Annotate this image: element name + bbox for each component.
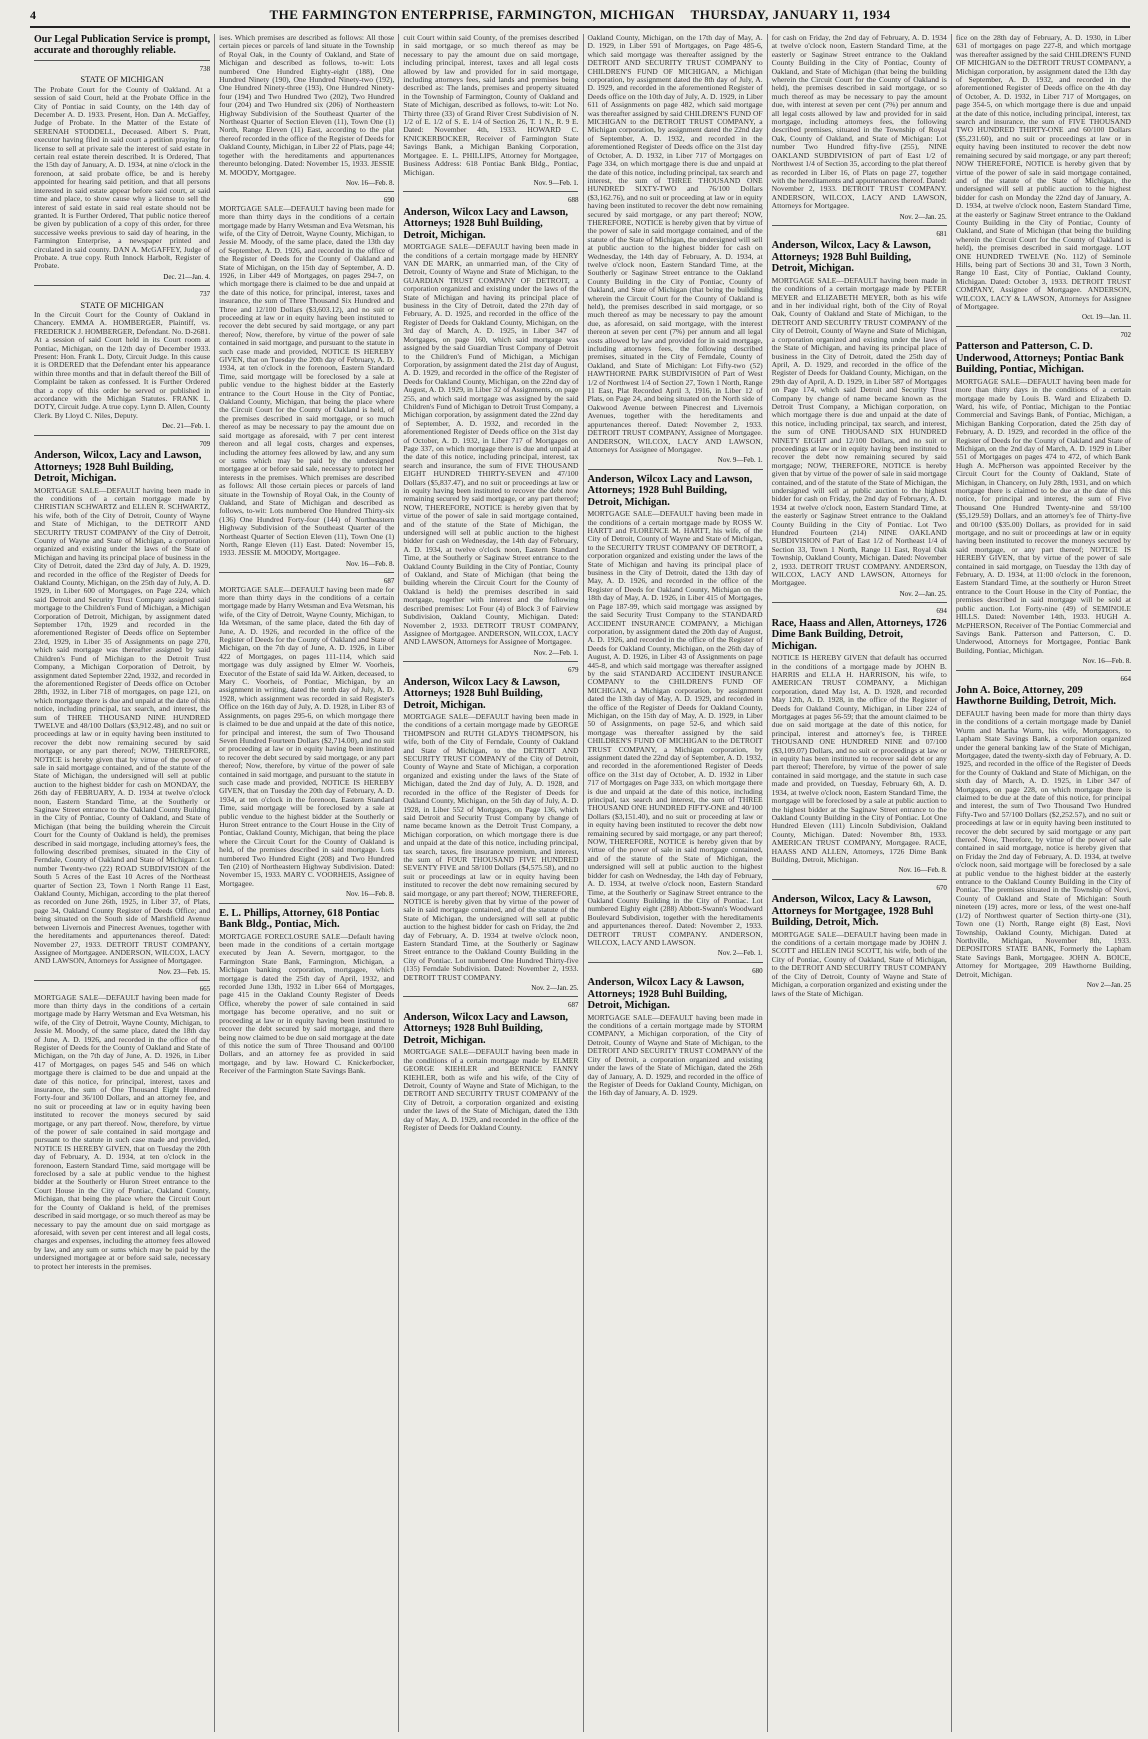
notice-divider bbox=[34, 435, 210, 436]
notice-body: cuit Court within said County, of the premises described in said mortgage, or so much thereof as may be necessary to pay the amount due on said mortgage, including principal, interest, taxes and all legal costs allowed by law and provided for in said mortgage, including attorneys fees, said lands and premises being described as: The lands, premises and property situated in the Township of Farmington, County of Oakland and State of Michigan, described as follows, to-wit: Lot No. Thirty three (33) of Grand River Crest Subdivision of N. 1/2 of E. 1/2 of S. E. 1/4 of Section 26, T. 1 N., R. 9 E. Dated: November 4th, 1933. HOWARD C. KNICKERBOCKER, Receiver of Farmington State Savings Bank, a Michigan Banking Corporation, Mortgagee. E. L. PHILLIPS, Attorney for Mortgagee, Business Address: 618 Pontiac Bank Bldg., Pontiac, Michigan. bbox=[403, 34, 579, 177]
legal-notice bbox=[403, 34, 578, 187]
notice-heading: STATE OF MICHIGAN bbox=[80, 74, 164, 85]
notice-number: 664 bbox=[1120, 674, 1131, 683]
publication-dates: Nov. 9—Feb. 1. bbox=[533, 178, 579, 187]
notice-divider bbox=[34, 60, 210, 61]
publication-dates: Nov. 9—Feb. 1. bbox=[717, 456, 763, 465]
notice-body: for cash on Friday, the 2nd day of February, A. D. 1934 at twelve o'clock noon, Eastern Standard Time, at the easterly or Saginaw Street entrance to the Oakland County Building in the City of Pontiac, County of Oakland, and State of Michigan (that being the building wherein the Circuit Court for the County of Oakland is held), the premises described in said mortgage, or so much thereof as may be necessary to pay the amount due, with interest at seven per cent (7%) per annum and all legal costs allowed by law and provided for in said mortgage, including attorneys fees, the following described premises, situated in the Township of Royal Oak, County of Oakland, and State of Michigan: Lot number Two Hundred fifty-five (255), NINE OAKLAND SUBDIVISION of part of East 1/2 of Northwest 1/4 of Section 35, according to the plat thereof as recorded in Liber 16, of Plats on page 27, together with the hereditaments and appurtenances thereof. Dated: November 2, 1933. DETROIT TRUST COMPANY. ANDERSON, WILCOX, LACY AND LAWSON, Attorneys for Mortgagee. bbox=[771, 34, 947, 211]
legal-notice bbox=[219, 191, 394, 568]
legal-notice bbox=[219, 572, 394, 898]
attorney-heading: Anderson, Wilcox, Lacy and Lawson, Attorneys; 1928 Buhl Building, Detroit, Michigan. bbox=[34, 450, 202, 485]
legal-notice bbox=[956, 34, 1131, 322]
notice-body: MORTGAGE SALE—DEFAULT having been made for more than thirty days in the conditions of a certain mortgage made by Harry Wetsman and Eva Wetsman, his wife, of the City of Detroit, Wayne County, Michigan, to Ida Wetsman, of the same place, dated the 6th day of June, A. D. 1926, and recorded in the office of the Register of Deeds for the County of Oakland and State of Michigan, on the 7th day of June, A. D. 1926, in Liber 422 of Mortgages, on pages 111-114, which said mortgage was duly assigned by Elmer W. Voorheis, Executor of the Estate of said Ida W. Aitken, deceased, to Mary C. Voorheis, of Pontiac, Michigan, by an assignment in writing, dated the tenth day of July, A. D. 1928, which assignment was recorded in said Register's Office on the 16th day of July, A. D. 1928, in Liber 83 of Assignments, on pages 295-6, on which mortgage there is claimed to be due and unpaid at the date of this notice, for principal and interest, the sum of Two Thousand Seven Hundred Fourteen Dollars ($2,714.00), and no suit or proceeding at law or in equity having been instituted to recover the debt secured by said mortgage, or any part thereof; Now, therefore, by virtue of the power of sale contained in said mortgage, and pursuant to the statute in such case made and provided, NOTICE IS HEREBY GIVEN, that on Tuesday the 20th day of February, A. D. 1934, at ten o'clock in the forenoon, Eastern Standard Time, said mortgage will be foreclosed by a sale at public vendue to the highest bidder at the Southerly or Huron Street entrance to the Court House in the City of Pontiac, Oakland County, Michigan, that being the place where the Circuit Court for the County of Oakland is held, of the premises described in said mortgage. Lots numbered Two Hundred Eight (208) and Two Hundred Ten (210) of Northeastern Highway Subdivision. Dated: November 15, 1933. MARY C. VOORHEIS, Assignee of Mortgagee. bbox=[219, 584, 395, 888]
publication-dates: Nov. 16—Feb. 8. bbox=[345, 890, 395, 899]
notice-divider bbox=[772, 602, 947, 603]
legal-notices-columns bbox=[30, 34, 1135, 1732]
publication-dates: Dec. 21—Jan. 4. bbox=[163, 272, 211, 281]
notice-divider bbox=[772, 879, 947, 880]
publication-dates: Nov. 2—Feb. 1. bbox=[717, 949, 763, 958]
legal-notice bbox=[956, 326, 1131, 666]
publication-dates: Nov. 16—Feb. 8. bbox=[345, 559, 395, 568]
column-3 bbox=[398, 34, 582, 1732]
notice-body: NOTICE IS HEREBY GIVEN that default has occurred in the conditions of a mortgage made by JOHN B. HARRIS and ELLA H. HARRISON, his wife, to AMERICAN TRUST COMPANY, a Michigan corporation, dated May 1st, A. D. 1928, and recorded May 12th, A. D. 1928, in the office of the Register of Deeds for Oakland County, Michigan, in Liber 224 of Mortgages at pages 56-59; that the amount claimed to be due on said mortgage at the date of this notice, for principal, interest and attorney's fee, is THREE THOUSAND ONE HUNDRED NINE and 07/100 ($3,109.07) Dollars, and no suit or proceedings at law or in equity has been instituted to recover said debt or any part thereof; Therefore, by virtue of the power of sale contained in said mortgage, and the statute in such case made and provided, on Tuesday, February 6th, A. D. 1934, at twelve o'clock noon, Eastern Standard Time, the mortgage will be foreclosed by a sale at public auction to the highest bidder at the Saginaw Street entrance to the Oakland County Building in the City of Pontiac. Lot One Hundred Eleven (111) Lincoln Subdivision, Oakland County, Michigan. Dated: November 8th, 1933. AMERICAN TRUST COMPANY, Mortgagee. RACE, HAASS AND ALLEN, Attorneys, 1726 Dime Bank Building, Detroit, Michigan. bbox=[771, 653, 947, 864]
notice-divider bbox=[219, 903, 394, 904]
legal-notice bbox=[772, 602, 947, 874]
legal-notice bbox=[772, 34, 947, 221]
publication-dates: Nov. 16—Feb. 8. bbox=[345, 178, 395, 187]
legal-notice bbox=[219, 903, 394, 1076]
publication-dates: Nov. 2—Feb. 1. bbox=[533, 648, 579, 657]
attorney-heading: Anderson, Wilcox Lacy & Lawson, Attorneys; 1928 Buhl Building, Detroit, Michigan. bbox=[587, 977, 745, 1012]
notice-body: MORTGAGE SALE—DEFAULT having been made for more than thirty days in the conditions of a certain mortgage made by Harry Wetsman and Eva Wetsman, his wife, of the City of Detroit, Wayne County, Michigan, to Jessie M. Moody, of the same place, dated the 18th day of June, A. D. 1926, and recorded in the office of the Register of Deeds for the County of Oakland and State of Michigan, on the 7th day of June, A. D. 1926, in Liber 417 of Mortgages, on pages 545 and 546 on which mortgage there is claimed to be due and unpaid at the date of this notice, for principal, interest, taxes and insurance, the sum of One Thousand Eight Hundred Forty-four and 36/100 Dollars, and an attorney fee, and no suit or proceeding at law or in equity having been instituted to recover the moneys secured by said mortgage, or any part thereof. Now, therefore, by virtue of the power of sale contained in said mortgage and pursuant to the statute in such case made and provided, NOTICE IS HEREBY GIVEN, that on Tuesday the 20th day of February, A. D. 1934, at ten o'clock in the forenoon, Eastern Standard Time, said mortgage will be foreclosed by a sale at public vendue to the highest bidder at the Southerly or Huron Street entrance to the Court House in the City of Pontiac, Oakland County, Michigan, that being the place where the Circuit Court for the County of Oakland is held, of the premises described in said mortgage, or so much thereof as may be necessary to pay the amount due on said mortgage as aforesaid, with seven per cent interest and all legal costs, charges and expenses, including the attorney fees allowed by law, and any sum or sums which may be paid by the undersigned mortgagee at or before said sale, necessary to protect her interests in the premises. bbox=[34, 992, 211, 1271]
notice-divider bbox=[588, 469, 763, 470]
legal-notice bbox=[34, 435, 210, 976]
legal-notice bbox=[403, 661, 578, 992]
column-4 bbox=[583, 34, 767, 1732]
notice-body: ises. Which premises are described as follows: All those certain pieces or parcels of land situate in the Township of Royal Oak, in the County of Oakland, and State of Michigan and described as follows, to-wit: Lots numbered One Hundred Eighty-eight (188), One Hundred Ninety (190), One Hundred Ninety-two (192), One Hundred Ninety-three (193), One Hundred Ninety-four (194) and Two Hundred Two (202), Two Hundred four (204) and Two Hundred six (206) of Northeastern Highway Subdivision of the Southeast Quarter of the Northeast Quarter of Section Eleven (11), Town One (1) North, Range Eleven (11) East, according to the plat thereof recorded in the office of the Register of Deeds for Oakland County, Michigan, in Liber 22 of Plats, page 44; together with the hereditaments and appurtenances thereunto belonging. Dated: November 15, 1933. JESSIE M. MOODY, Mortgagee. bbox=[219, 34, 395, 177]
notice-number: 688 bbox=[567, 196, 579, 205]
notice-number: 681 bbox=[936, 229, 947, 238]
publication-dates: Nov 2—Jan. 25 bbox=[1086, 980, 1131, 989]
attorney-heading: Anderson, Wilcox Lacy and Lawson, Attorneys; 1928 Buhl Building, Detroit, Michigan. bbox=[587, 473, 753, 508]
column-6 bbox=[951, 34, 1135, 1732]
legal-notice bbox=[403, 191, 578, 657]
attorney-heading: Anderson, Wilcox Lacy and Lawson, Attorneys; 1928 Buhl Building, Detroit, Michigan. bbox=[403, 1011, 569, 1046]
notice-body: Oakland County, Michigan, on the 17th day of May, A. D. 1929, in Liber 591 of Mortgages, on Page 485-6, which said mortgage was thereafter assigned by the DETROIT AND SECURITY TRUST COMPANY to CHILDREN'S FUND OF MICHIGAN, a Michigan corporation, by assignment dated the 8th day of July, A. D. 1929, and recorded in the aforementioned Register of Deeds office on the 10th day of July, A. D. 1929, in Liber 611 of Assignments on page 482, which said mortgage was thereafter assigned by said CHILDREN'S FUND OF MICHIGAN to the DETROIT TRUST COMPANY, a Michigan corporation, by assignment dated the 22nd day of September, A. D. 1932, and recorded in the aforementioned Register of Deeds office on the 31st day of October, A. D. 1932, in Liber 717 of Mortgages on Page 334, on which mortgage there is due and unpaid at the date of this notice, including principal, tax search and interest, the sum of THREE THOUSAND ONE HUNDRED SIXTY-TWO and 76/100 Dollars ($3,162.76), and no suit or proceeding at law or in equity having been instituted to recover the debt now remaining secured by said mortgage, or any part thereof; NOW, THEREFORE, NOTICE is hereby given that by virtue of the power of sale in said mortgage contained, and of the statute of the State of Michigan, the undersigned will sell at public auction to the highest bidder for cash on Wednesday, the 14th day of February, A. D. 1934, at twelve o'clock noon, Eastern Standard Time, at the Southerly or Saginaw Street entrance to the Oakland County Building in the City of Pontiac, County of Oakland, and State of Michigan (that being the building wherein the Circuit Court for the County of Oakland is held), the premises described in said mortgage, or so much thereof as may be necessary to pay the amount due, as aforesaid, on said mortgage, with the interest thereon at seven per cent (7%) per annum and all legal costs allowed by law and provided for in said mortgage, including attorneys fees, the following described premises, situated in the City of Ferndale, County of Oakland, and State of Michigan: Lot Fifty-two (52) HAWTHORNE PARK SUBDIVISION of Part of West 1/2 of Northwest 1/4 of Section 27, Town 1 North, Range 11 East, Plat Recorded April 3, 1916, in Liber 12 of Plats, on Page 24, and being situated on the North side of Oakwood Avenue between Pinecrest and Livernois Avenues, together with the hereditaments and appurtenances thereof. Dated: November 2, 1933. DETROIT TRUST COMPANY, Assignee of Mortgagee. ANDERSON, WILCOX, LACY AND LAWSON, Attorneys for Assignee of Mortgagee. bbox=[587, 34, 763, 454]
publication-dates: Nov. 16—Feb. 8. bbox=[898, 866, 947, 875]
publication-dates: Oct. 19—Jan. 11. bbox=[1082, 313, 1131, 322]
notice-body: MORTGAGE SALE—DEFAULT having been made in the conditions of a certain mortgage made by HENRY VAN DE MARK, an unmarried man, of the City of Detroit, County of Wayne and State of Michigan, to the GUARDIAN TRUST COMPANY OF DETROIT, a corporation organized and existing under the laws of the State of Michigan and having its principal place of business in the City of Detroit, dated the 27th day of February, A. D. 1925, and recorded in the office of the Register of Deeds for Oakland County, Michigan, on the 3rd day of March, A. D. 1925, in Liber 347 of Mortgages, on page 160, which said mortgage was assigned by the said Guardian Trust Company of Detroit to the Children's Fund of Michigan, a Michigan Corporation, by assignment dated the 21st day of August, A. D. 1929, and recorded in the office of the Register of Deeds for Oakland County, Michigan, on the 22nd day of August, A. D. 1929, in Liber 32 of Assignments, on page 255, and which said mortgage was assigned by the said Children's Fund of Michigan to Detroit Trust Company, a Michigan corporation, by assignment dated the 22nd day of September, A. D. 1932, and recorded in the aforementioned Register of Deeds office on the 31st day of October, A. D. 1932, in Liber 717 of Mortgages on Page 337, on which mortgage there is due and unpaid at the date of this notice, including principal, interest, tax search and insurance, the sum of FIVE THOUSAND EIGHT HUNDRED THIRTY-SEVEN and 47/100 Dollars ($5,837.47), and no suit or proceedings at law or in equity having been instituted to recover the debt now remaining secured by said mortgage, or any part thereof; NOW, THEREFORE, NOTICE is hereby given that by virtue of the power of sale in said mortgage contained, and of the statute of the State of Michigan, the undersigned will sell at public auction to the highest bidder for cash on Wednesday, the 14th day of February, A. D. 1934, at twelve o'clock noon, Eastern Standard Time, at the Southerly or Saginaw Street entrance to the Oakland County Building in the City of Pontiac, County of Oakland, and State of Michigan (that being the building wherein the Circuit Court for the County of Oakland is held) the premises described in said mortgage, together with interest and the following described premises: Lot Four (4) of Block 3 of Fairview Subdivision, Oakland County, Michigan. Dated: November 2, 1933. DETROIT TRUST COMPANY, Assignee of Mortgagee. ANDERSON, WILCOX, LACY AND LAWSON, Attorneys for Assignee of Mortgagee. bbox=[403, 242, 579, 647]
attorney-heading: Anderson, Wilcox, Lacy & Lawson, Attorneys for Mortgagee, 1928 Buhl Building, Detroit, Mich. bbox=[771, 894, 934, 929]
notice-body: MORTGAGE SALE—DEFAULT having been made in the conditions of a certain mortgage made by ELMER GEORGE KIEHLER and BERNICE FANNY KIEHLER, both as wife and his wife, of the City of Detroit, County of Wayne and State of Michigan, to the DETROIT AND SECURITY TRUST COMPANY of the City of Detroit, a corporation organized and existing under the laws of the State of Michigan, dated the 13th day of May, A. D. 1929, and recorded in the office of the Register of Deeds for Oakland County. bbox=[403, 1047, 579, 1132]
legal-notice bbox=[588, 962, 763, 1098]
notice-body: MORTGAGE SALE—DEFAULT having been made in the conditions of a certain mortgage made by STORM COMPANY, a Michigan corporation, of the City of Detroit, County of Wayne and State of Michigan, to the DETROIT AND SECURITY TRUST COMPANY of the City of Detroit, a corporation organized and existing under the laws of the State of Michigan, dated the 26th day of January, A. D. 1929, and recorded in the office of the Register of Deeds for Oakland County, Michigan, on the 16th day of January, A. D. 1929. bbox=[587, 1012, 763, 1098]
publication-dates: Nov. 23—Feb. 15. bbox=[158, 967, 211, 976]
publication-dates: Nov. 2—Jan. 25. bbox=[899, 589, 947, 598]
notice-divider bbox=[772, 225, 947, 226]
notice-divider bbox=[219, 572, 394, 573]
notice-body: In the Circuit Court for the County of Oakland in Chancery. EMMA A. HOMBERGER, Plaintiff, vs. FREDERICK J. HOMBERGER, Defendant. No. D-2681. At a session of said Court held in its Court room at Pontiac, Michigan, on the 12th day of December 1933. Present: Hon. Frank L. Doty, Circuit Judge. In this cause it is ORDERED that the Defendant enter his appearance within three months and that in default thereof the Bill of Complaint be taken as confessed. It is Further Ordered that a copy of this order be served or published in accordance with the Michigan Statutes. FRANK L. DOTY, Circuit Judge. A true copy. Lynn D. Allen, County Clerk. By Lloyd C. Niles, Deputy. bbox=[34, 309, 211, 420]
publication-dates: Dec. 21—Feb. 1. bbox=[162, 422, 211, 431]
notice-heading: STATE OF MICHIGAN bbox=[80, 299, 164, 310]
notice-number: 694 bbox=[936, 607, 947, 616]
legal-notice bbox=[219, 34, 394, 187]
notice-number: 702 bbox=[1120, 330, 1131, 339]
publication-dates: Nov. 16—Feb. 8. bbox=[1082, 657, 1131, 666]
notice-divider bbox=[956, 670, 1131, 671]
attorney-heading: Patterson and Patterson, C. D. Underwood, Attorneys; Pontiac Bank Building, Pontiac, Michigan. bbox=[955, 341, 1124, 376]
notice-divider bbox=[956, 326, 1131, 327]
publication-dates: Nov. 2—Jan. 25. bbox=[899, 212, 947, 221]
notice-divider bbox=[403, 191, 578, 192]
notice-number: 690 bbox=[383, 196, 395, 205]
notice-number: 687 bbox=[383, 577, 395, 586]
notice-number: 680 bbox=[752, 966, 763, 975]
legal-notice bbox=[588, 34, 763, 465]
notice-number: 687 bbox=[567, 1001, 579, 1010]
attorney-heading: Anderson, Wilcox Lacy and Lawson, Attorneys; 1928 Buhl Building, Detroit, Michigan. bbox=[403, 206, 569, 241]
column-5 bbox=[767, 34, 951, 1732]
notice-divider bbox=[34, 980, 210, 981]
notice-number: 679 bbox=[567, 666, 579, 675]
notice-number: 665 bbox=[199, 985, 211, 994]
notice-divider bbox=[403, 996, 578, 997]
notice-body: MORTGAGE SALE—DEFAULT having been made in the conditions of a certain mortgage made by CHRISTIAN SCHWARTZ and ELLEN R. SCHWARTZ, his wife, both of the City of Detroit, County of Wayne and State of Michigan, to the DETROIT AND SECURITY TRUST COMPANY of the City of Detroit, County of Wayne and State of Michigan, a corporation organized and existing under the laws of the State of Michigan and having its principal place of business in the City of Detroit, dated the 23rd day of July, A. D. 1929, and recorded in the office of the Register of Deeds for Oakland County, Michigan, on the 25th day of July, A. D. 1929, in Liber 600 of Mortgages, on Page 224, which said Detroit and Security Trust Company assigned said mortgage to the Children's Fund of Michigan, a Michigan Corporation of Detroit, Michigan, by assignment dated September 17th, 1929 and recorded in the aforementioned Register of Deeds office on September 23rd, 1929, in Liber 35 of Assignments on page 270, which said mortgage was thereafter assigned by said Children's Fund of Michigan to the Detroit Trust Company, a Michigan Corporation of Detroit, by assignment dated September 22nd, 1932, and recorded in the aforementioned Register of Deeds office on October 28th, 1932, in Liber 718 of mortgages, on page 121, on which mortgage there is due and unpaid at the date of this notice, including principal, tax search, and interest, the sum of THREE THOUSAND NINE HUNDRED TWELVE and 48/100 Dollars ($3,912.48), and no suit or proceedings at law or in equity having been instituted to recover the debt now remaining secured by said mortgage, or any part thereof; NOW, THEREFORE, NOTICE is hereby given that by virtue of the power of sale in said mortgage contained, and of the statute of the State of Michigan, the undersigned will sell at public auction to the highest bidder for cash on MONDAY, the 26th day of FEBRUARY, A. D. 1934 at twelve o'clock noon, Eastern Standard Time, at the Southerly or Saginaw Street entrance to the Oakland County Building in the City of Pontiac, County of Oakland, and State of Michigan (that being the building wherein the Circuit Court for the County of Oakland is held), the premises described in said mortgage, including attorney's fees, the following described premises, situated in the City of Ferndale, County of Oakland and State of Michigan: Lot number Twenty-two (22) ROAD SUBDIVISION of the South 5 Acres of the East 10 Acres of the Northeast quarter of Section 23, Town 1 North Range 11 East, Oakland County, Michigan, according to the plat thereof as recorded on June 26th, 1925, in Liber 37, of Plats, page 34, Oakland County Register of Deeds Office; and being situated on the South side of Marshfield Avenue between Livernois and Pinecrest Avenues, together with the hereditaments and appurtenances thereof. Dated: November 27, 1933. DETROIT TRUST COMPANY, Assignee of Mortgagee. ANDERSON, WILCOX, LACY AND LAWSON, Attorneys for Assignee of Mortgagee. bbox=[34, 485, 211, 966]
notice-body: DEFAULT having been made for more than thirty days in the conditions of a certain mortgage made by Daniel Wurm and Martha Wurm, his wife, Mortgagors, to Lapham State Savings Bank, a corporation organized under the general banking law of the State of Michigan, Mortgagee, dated the twenty-sixth day of February, A. D. 1925, and recorded in the office of the Register of Deeds for the County of Oakland and State of Michigan, on the sixth day of March, A. D. 1925, in Liber 347 of Mortgages, on page 228, on which mortgage there is claimed to be due at the date of this notice, for principal and interest, the sum of Two Thousand Two Hundred Fifty-Two and 57/100 Dollars ($2,252.57), and no suit or proceedings at law or in equity having been instituted to recover the debt secured by said mortgage or any part thereof. Now, Therefore, by virtue of the power of sale contained in said mortgage, notice is hereby given that on Friday the 2nd day of February, A. D. 1934, at twelve o'clock noon, said mortgage will be foreclosed by a sale at public vendue to the highest bidder at the easterly entrance to the Oakland County Building in the City of Pontiac. The premises situated in the Township of Novi, County of Oakland and State of Michigan: South nineteen (19) acres, more or less, of the west one-half (1/2) of Northwest quarter of Section thirty-one (31), Town one (1) North, Range eight (8) East, Novi Township, Oakland County, Michigan. Dated at Northville, Michigan, November 8th, 1933. DEPOSITORS STATE BANK, Formerly the Lapham State Savings Bank, Mortgagee. JOHN A. BOICE, Attorney for Mortgagee, 209 Hawthorne Building, Detroit, Michigan. bbox=[955, 708, 1131, 979]
legal-notice bbox=[34, 60, 210, 281]
masthead bbox=[30, 4, 1130, 28]
legal-notice bbox=[34, 980, 210, 1271]
attorney-heading: Anderson, Wilcox, Lacy & Lawson, Attorneys; 1928 Buhl Building, Detroit, Michigan. bbox=[771, 240, 931, 275]
notice-body: The Probate Court for the County of Oakland. At a session of said Court, held at the Probate Office in the City of Pontiac in said County, on the 14th day of December A. D. 1933. Present, Hon. Dan A. McGaffey, Judge of Probate. In the Matter of the Estate of SERENAH STODDELL, Deceased. Albert S. Pratt, executor having filed in said court a petition praying for license to sell at private sale the interest of said estate in certain real estate therein described. It is Ordered, That the 15th day of January, A. D. 1934, at nine o'clock in the forenoon, at said probate office, be and is hereby appointed for hearing said petition, and that all persons interested in said estate appear before said court, at said time and place, to show cause why a license to sell the interest of said estate in said real estate should not be granted. It is Further Ordered, That public notice thereof be given by publication of a copy of this order, for three successive weeks previous to said day of hearing, in the Farmington Enterprise, a newspaper printed and circulated in said county. DAN A. McGAFFEY, Judge of Probate. A true copy. Ruth Innock Harbolt, Register of Probate. bbox=[34, 84, 211, 271]
notice-body: MORTGAGE SALE—DEFAULT having been made for more than thirty days in the conditions of a certain mortgage made by Louis B. Ward and Elizabeth D. Ward, his wife, of Pontiac, Michigan to the Pontiac Commercial and Savings Bank, of Pontiac, Michigan, a Michigan Banking Corporation, dated the 25th day of February, A. D. 1929, and recorded in the office of the Register of Deeds for the County of Oakland and State of Michigan, on the 2nd day of March, A. D. 1929 in Liber 551 of Mortgages on pages 474 to 472, of which Bank Hugh A. McPherson was appointed Receiver by the Circuit Court for the County of Oakland, State of Michigan, in Chancery, on July 28th, 1931, and on which mortgage there is claimed to be due at the date of this notice, for principal and interest, the sum of Five Thousand One Hundred Twenty-nine and 59/100 ($5,129.59) Dollars, and an attorney's fee of Thirty-five and 00/100 ($35.00) Dollars, as provided for in said mortgage, and no suit or proceedings at law or in equity having been instituted to recover the moneys secured by said mortgage, or any part thereof; NOTICE IS HEREBY GIVEN, that by virtue of the power of sale contained in said mortgage, on Tuesday the 13th day of February, A. D. 1934, at 11:00 o'clock in the forenoon, Eastern Standard Time, at the southerly or Huron Street entrance to the Court House in the City of Pontiac, the premises described in said mortgage will be sold at public auction. Lot Forty-nine (49) of SEMINOLE HILLS. Dated: November 14th, 1933. HUGH A. McPHERSON, Receiver of The Pontiac Commercial and Savings Bank. Patterson and Patterson, C. D. Underwood, Attorneys for Mortgagee, Pontiac Bank Building, Pontiac, Michigan. bbox=[955, 376, 1131, 655]
notice-divider bbox=[403, 661, 578, 662]
publication-service-intro: Our Legal Publication Service is prompt, accurate and thoroughly reliable. bbox=[34, 34, 211, 56]
notice-body: MORTGAGE SALE—DEFAULT having been made for more than thirty days in the conditions of a certain mortgage made by Harry Wetsman and Eva Wetsman, his wife, of the City of Detroit, Wayne County, Michigan, to Jessie M. Moody, of the same place, dated the 13th day of September, A. D. 1926, and recorded in the office of the Register of Deeds for the County of Oakland and State of Michigan, on the 15th day of September, A. D. 1926, in Liber 449 of Mortgages, on pages 294-7, on which mortgage there is claimed to be due and unpaid at the date of this notice, for principal, interest, taxes and insurance, the sum of Three Thousand Six Hundred and Three and 12/100 Dollars ($3,603.12), and no suit or proceeding at law or in equity having been instituted to recover the debt secured by said mortgage, or any part thereof; Now, therefore, by virtue of the power of sale contained in said mortgage, and pursuant to the statute in such case made and provided, NOTICE IS HEREBY GIVEN, that on Tuesday the 20th day of February, A. D. 1934, at ten o'clock in the forenoon, Eastern Standard Time, said mortgage will be foreclosed by a sale at public vendue to the highest bidder at the Easterly entrance to the Court House in the City of Pontiac, Oakland County, Michigan, that being the place where the Circuit Court for the County of Oakland is held, of the premises described in said mortgage, or so much thereof as may be necessary to pay the amount due on said mortgage as aforesaid, with 7 per cent interest thereon and all legal costs, charges and expenses, including the attorney fees allowed by law, and any sum or sums which may be paid by the undersigned mortgagee at or before said sale, necessary to protect her interests in the premises. Which premises are described as follows: All those certain pieces or parcels of land situate in the Township of Royal Oak, in the County of Oakland, and State of Michigan and described as follows, to-wit: Lots numbered One Hundred Thirty-six (136) One Hundred Forty-four (144) of Northeastern Highway Subdivision of the Southeast Quarter of the Northeast Quarter of Section Eleven (11), Town One (1) North, Range Eleven (11) East. Dated: November 15, 1933. JESSIE M. MOODY, Mortgagee. bbox=[219, 203, 395, 558]
notice-number: 709 bbox=[199, 439, 211, 448]
legal-notice bbox=[956, 670, 1131, 990]
notice-body: MORTGAGE SALE—DEFAULT having been made in the conditions of a certain mortgage made by PETER MEYER and ELIZABETH MEYER, both as his wife and in her individual right, both of the City of Royal Oak, County of Oakland and State of Michigan, to the DETROIT AND SECURITY TRUST COMPANY of the City of Detroit, County of Wayne and State of Michigan, a corporation organized and existing under the laws of the State of Michigan, and having its principal place of business in the City of Detroit, dated the 25th day of April, A. D. 1929, and recorded in the office of the Register of Deeds for Oakland County, Michigan, on the 29th day of April, A. D. 1929, in Liber 587 of Mortgages on Page 174, which said Detroit and Security Trust Company by change of name became known as the Detroit Trust Company, a Michigan corporation, on which mortgage there is due and unpaid at the date of this notice, including principal, tax search, and interest, the sum of ONE THOUSAND SIX HUNDRED NINETY EIGHT and 12/100 Dollars, and no suit or proceedings at law or in equity having been instituted to recover the debt now remaining secured by said mortgage; NOW, THEREFORE, NOTICE is hereby given that by virtue of the power of sale in said mortgage contained, and of the statute of the State of Michigan, the undersigned will sell at public auction to the highest bidder for cash on Friday, the 2nd day of February, A. D. 1934 at twelve o'clock noon, Eastern Standard Time, at the easterly or Saginaw Street entrance to the Oakland County Building in the City of Pontiac. Lot Two Hundred Fourteen (214) NINE OAKLAND SUBDIVISION of Part of East 1/2 of Northeast 1/4 of Section 33, Town 1 North, Range 11 East, Royal Oak Township, Oakland County, Michigan. Dated: November 2, 1933. DETROIT TRUST COMPANY. ANDERSON, WILCOX, LACY AND LAWSON, Attorneys for Mortgagee. bbox=[771, 275, 947, 588]
legal-notice bbox=[588, 469, 763, 958]
attorney-heading: Race, Haass and Allen, Attorneys, 1726 Dime Bank Building, Detroit, Michigan. bbox=[771, 617, 947, 652]
column-2 bbox=[214, 34, 398, 1732]
attorney-heading: John A. Boice, Attorney, 209 Hawthorne Building, Detroit, Mich. bbox=[955, 684, 1117, 708]
issue-date: THURSDAY, JANUARY 11, 1934 bbox=[690, 7, 891, 22]
notice-body: MORTGAGE FORECLOSURE SALE—Default having been made in the conditions of a certain mortgage executed by Jean A. Severn, mortgagor, to the Farmington State Bank, Farmington, Michigan, a Michigan banking corporation, mortgagee, which mortgage is dated the 25th day of April, 1932, and recorded June 13th, 1932 in Liber 664 of Mortgages, page 415 in the Oakland County Register of Deeds Office, whereby the power of sale contained in said mortgage has become operative, and no suit or proceeding at law or in equity having been instituted to recover the debt secured by said mortgage, and there being now claimed to be due on said mortgage at the date of this notice the sum of Three Thousand and 00/100 Dollars, and an attorney fee as provided in said mortgage, and by law. Howard C. Knickerbocker, Receiver of the Farmington State Savings Bank. bbox=[219, 931, 395, 1076]
notice-number: 737 bbox=[199, 290, 211, 299]
legal-notice bbox=[772, 879, 947, 998]
notice-divider bbox=[34, 285, 210, 286]
notice-body: fice on the 28th day of February, A. D. 1930, in Liber 631 of mortgages on page 227-8, and which mortgage was thereafter assigned by the said CHILDREN'S FUND OF MICHIGAN to the DETROIT TRUST COMPANY, a Michigan corporation, by assignment dated the 13th day of September, A. D. 1932, and recorded in the aforementioned Register of Deeds office on the 4th day of October, A. D. 1932, in Liber 717 of Mortgages, on page 354-5, on which mortgage there is due and unpaid at the date of this notice, including principal, interest, tax search and insurance, the sum of FIVE THOUSAND TWO HUNDRED THIRTY-ONE and 60/100 Dollars ($5,231.60), and no suit or proceedings at law or in equity having been instituted to recover the debt now remaining secured by said mortgage, or any part thereof; NOW THEREFORE, NOTICE is hereby given that by virtue of the power of sale in said mortgage contained, and of the statute of the State of Michigan, the undersigned will sell at public auction to the highest bidder for cash on Monday the 22nd day of January, A. D. 1934, at twelve o'clock noon, Eastern Standard Time, at the easterly or Saginaw Street entrance to the Oakland County Building in the City of Pontiac, County of Oakland, and State of Michigan (that being the building wherein the Circuit Court for the County of Oakland is held), the premises described in said mortgage. LOT ONE HUNDRED TWELVE (No. 112) of Seminole Hills, being part of Sections 30 and 31, Town 3 North, Range 10 East, City of Pontiac, Oakland County, Michigan. Dated: October 3, 1933. DETROIT TRUST COMPANY, Assignee of Mortgagee. ANDERSON, WILCOX, LACY & LAWSON, Attorneys for Assignee of Mortgagee. bbox=[955, 34, 1131, 311]
legal-notice bbox=[403, 996, 578, 1132]
notice-divider bbox=[219, 191, 394, 192]
column-1 bbox=[30, 34, 214, 1732]
notice-body: MORTGAGE SALE—DEFAULT having been made in the conditions of a certain mortgage made by ROSS W. HARTT and FLORENCE M. HARTT, his wife, of the City of Detroit, County of Wayne and State of Michigan, to the SECURITY TRUST COMPANY OF DETROIT, a corporation organized and existing under the laws of the State of Michigan and having its principal place of business in the City of Detroit, dated the 13th day of May, A. D. 1926, and recorded in the office of the Register of Deeds for Oakland County, Michigan on the 18th day of May, A. D. 1926, in Liber 415 of Mortgages, on Page 187-99, which said mortgage was assigned by the said Security Trust Company to the STANDARD ACCIDENT INSURANCE COMPANY, a Michigan corporation, by assignment dated the 20th day of August, A. D. 1926, and recorded in the office of the Register of Deeds for Oakland County, Michigan, on the 26th day of August, A. D. 1926, in Liber 43 of Assignments on page 445-8, and which said mortgage was thereafter assigned by the said STANDARD ACCIDENT INSURANCE COMPANY to the CHILDREN'S FUND OF MICHIGAN, a Michigan corporation, by assignment dated the 13th day of May, A. D. 1929, and recorded in the office of the Register of Deeds for Oakland County, Michigan, on the 15th day of May, A. D. 1929, in Liber 50 of Assignments, on page 52-6, and which said mortgage was thereafter assigned by the said CHILDREN'S FUND OF MICHIGAN to the DETROIT TRUST COMPANY, a Michigan corporation, by assignment dated the 22nd day of September, A. D. 1932, and recorded in the aforementioned Register of Deeds office on the 31st day of October, A. D. 1932 in Liber 717 of Mortgages on Page 333, on which mortgage there is due and unpaid at the date of this notice, including principal, tax search and interest, the sum of THREE THOUSAND ONE HUNDRED FIFTY-ONE and 40/100 Dollars ($3,151.40), and no suit or proceeding at law or in equity having been instituted to recover the debt now remaining secured by said mortgage, or any part thereof; NOW, THEREFORE, NOTICE is hereby given that by virtue of the power of sale in said mortgage contained, and of the statute of the State of Michigan, the undersigned will sell at public auction to the highest bidder for cash on Wednesday, the 14th day of February, A. D. 1934, at twelve o'clock noon, Eastern Standard Time, at the Southerly or Saginaw Street entrance to the Oakland County Building in the City of Pontiac. Lot numbered Eighty eight (288) Abbott-Swann's Woodward Boulevard Subdivision, together with the hereditaments and appurtenances thereof. Dated: November 2, 1933. DETROIT TRUST COMPANY. ANDERSON, WILCOX, LACY AND LAWSON. bbox=[587, 509, 763, 947]
notice-divider bbox=[588, 962, 763, 963]
notice-body: MORTGAGE SALE—DEFAULT having been made in the conditions of a certain mortgage made by GEORGE THOMPSON and RUTH GLADYS THOMPSON, his wife, both of the City of Ferndale, County of Oakland and State of Michigan, to the DETROIT AND SECURITY TRUST COMPANY of the City of Detroit, County of Wayne and State of Michigan, a corporation organized and existing under the laws of the State of Michigan, dated the 2nd day of July, A. D. 1928, and recorded in the office of the Register of Deeds for Oakland County, Michigan, on the 5th day of July, A. D. 1928, in Liber 552 of Mortgages, on Page 136, which said Detroit and Security Trust Company by change of name became known as the Detroit Trust Company, a Michigan corporation, on which mortgage there is due and unpaid at the date of this notice, including principal, tax search, taxes, fire insurance premium, and interest, the sum of FOUR THOUSAND FIVE HUNDRED SEVENTY FIVE and 58/100 Dollars ($4,575.58), and no suit or proceedings at law or in equity having been instituted to recover the debt now remaining secured by said mortgage, or any part thereof; NOW, THEREFORE, NOTICE is hereby given that by virtue of the power of sale in said mortgage contained, and of the statute of the State of Michigan, the undersigned will sell at public auction to the highest bidder for cash on Friday, the 2nd day of February, A. D. 1934 at twelve o'clock noon, Eastern Standard Time, at the Southerly or Saginaw Street entrance to the Oakland County Building in the City of Pontiac. Lot numbered One Hundred Thirty-five (135) Ferndale Subdivision. Dated: November 2, 1933. DETROIT TRUST COMPANY. bbox=[403, 712, 579, 982]
legal-notice bbox=[772, 225, 947, 598]
publication-dates: Nov. 2—Jan. 25. bbox=[531, 984, 579, 993]
notice-number: 738 bbox=[199, 65, 211, 73]
legal-notice bbox=[34, 285, 210, 431]
attorney-heading: Anderson, Wilcox Lacy & Lawson, Attorneys; 1928 Buhl Building, Detroit, Michigan. bbox=[403, 676, 560, 711]
attorney-heading: E. L. Phillips, Attorney, 618 Pontiac Bank Bldg., Pontiac, Mich. bbox=[219, 907, 380, 931]
newspaper-title: THE FARMINGTON ENTERPRISE, FARMINGTON, MICHIGAN bbox=[269, 7, 675, 22]
notice-body: MORTGAGE SALE—DEFAULT having been made in the conditions of a certain mortgage made by JOHN J. SCOTT and HELEN INGI SCOTT, his wife, both of the City of Pontiac, County of Oakland, State of Michigan, to the DETROIT AND SECURITY TRUST COMPANY of the City of Detroit, County of Wayne and State of Michigan, a corporation organized and existing under the laws of the State of Michigan. bbox=[771, 929, 947, 998]
page-number: 4 bbox=[30, 8, 37, 22]
notice-number: 670 bbox=[936, 883, 947, 892]
